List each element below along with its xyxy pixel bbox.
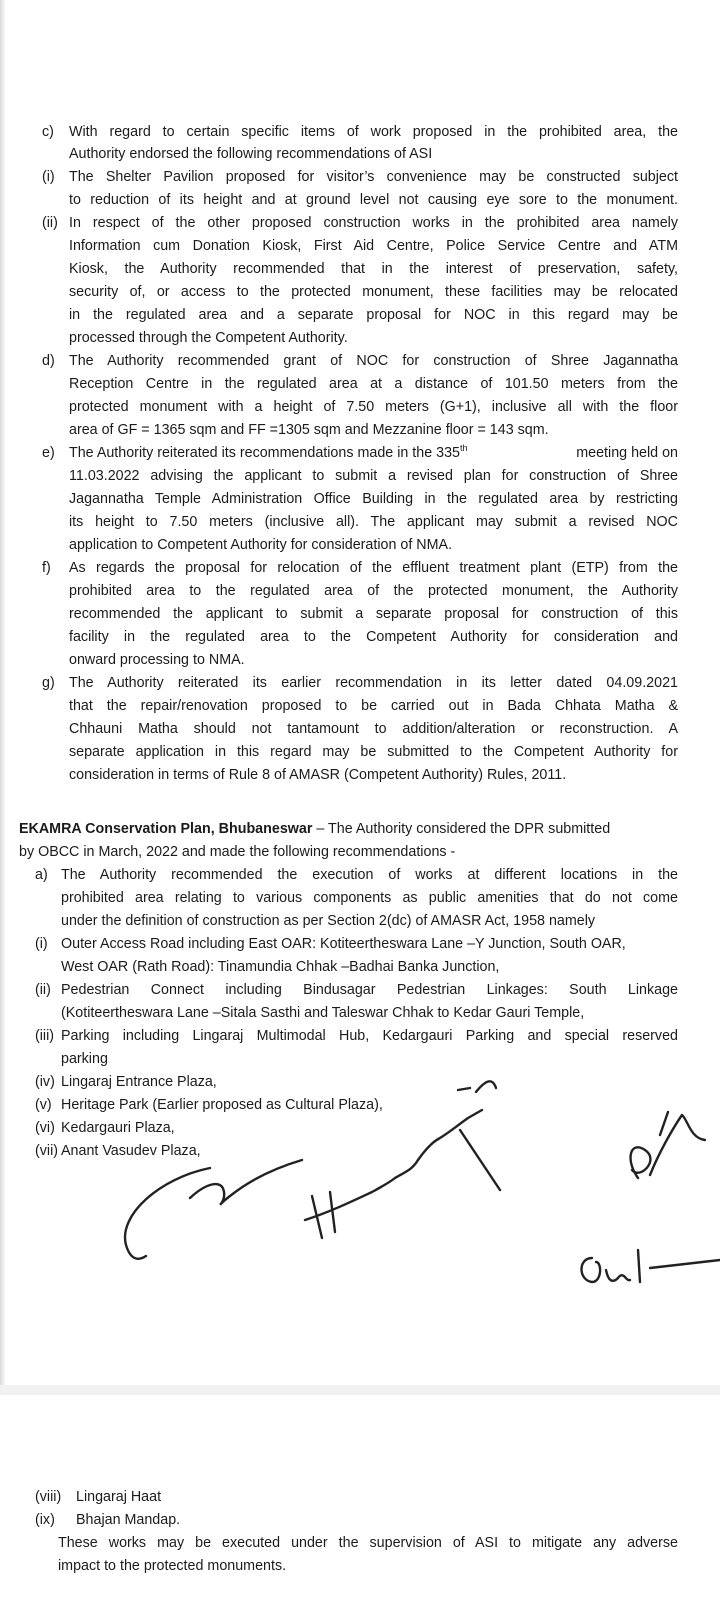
signature-3 [631, 1112, 705, 1178]
text-segment: The Authority reiterated its recommendations made in the 335 [69, 445, 460, 461]
text-line: parking [61, 1051, 108, 1067]
text-line: that the repair/renovation proposed to be carried out in Bada Chhata Matha & [69, 698, 678, 714]
text-line: under the definition of construction as per Section 2(dc) of AMASR Act, 1958 namely [61, 913, 596, 929]
text-line: security of, or access to the protected monument, these facilities may be relocated [69, 284, 678, 300]
text-line: (Kotiteertheswara Lane –Sitala Sasthi and Taleswar Chhak to Kedar Gauri Temple, [61, 1005, 585, 1021]
text-line: impact to the protected monuments. [58, 1558, 287, 1574]
text-line: consideration in terms of Rule 8 of AMASR (Competent Authority) Rules, 2011. [69, 767, 567, 783]
text-line: processed through the Competent Authority. [69, 330, 348, 346]
text-line: Chhauni Matha should not tantamount to addition/alteration or reconstruction. A [69, 721, 678, 737]
heading-bold: EKAMRA Conservation Plan, Bhubaneswar [19, 821, 313, 837]
text-line: With regard to certain specific items of work proposed in the prohibited area, the [69, 124, 678, 140]
text-line: Bhajan Mandap. [76, 1512, 181, 1528]
item-label: c) [42, 124, 54, 140]
text-line: 11.03.2022 advising the applicant to submit a revised plan for construction of Shree [69, 468, 678, 484]
text-line: Information cum Donation Kiosk, First Aid Centre, Police Service Centre and ATM [69, 238, 678, 254]
text-line: prohibited area to the regulated area of the protected monument, the Authority [69, 583, 678, 599]
page-separator [0, 1385, 720, 1395]
item-label: g) [42, 675, 55, 691]
item-label: (iv) [35, 1074, 55, 1090]
item-label: e) [42, 445, 55, 461]
text-line: These works may be executed under the supervision of ASI to mitigate any adverse [58, 1535, 678, 1551]
text-line: recommended the applicant to submit a separate proposal for construction of this [69, 606, 678, 622]
text-line: prohibited area relating to various components as public amenities that do not come [61, 890, 678, 906]
text-line: Pedestrian Connect including Bindusagar Pedestrian Linkages: South Linkage [61, 982, 678, 998]
text-line: The Shelter Pavilion proposed for visitor’s convenience may be constructed subject [69, 169, 678, 185]
text-line: Parking including Lingaraj Multimodal Hub, Kedargauri Parking and special reserved [61, 1028, 678, 1044]
text-line: Jagannatha Temple Administration Office Building in the regulated area by restricting [69, 491, 678, 507]
item-label: (i) [35, 936, 48, 952]
text-line: The Authority reiterated its earlier recommendation in its letter dated 04.09.2021 [69, 675, 678, 691]
document-page-2 [0, 1395, 720, 1600]
item-label: (ii) [35, 982, 51, 998]
text-line: The Authority recommended grant of NOC for construction of Shree Jagannatha [69, 353, 678, 369]
text-segment: meeting held on [576, 445, 678, 461]
text-line: Lingaraj Haat [76, 1489, 162, 1505]
item-label: (vi) [35, 1120, 55, 1136]
text-line: Heritage Park (Earlier proposed as Cultural Plaza), [61, 1097, 383, 1113]
heading-rest: – The Authority considered the DPR submitted [312, 821, 611, 837]
signature-2 [305, 1081, 500, 1238]
text-line: Authority endorsed the following recommendations of ASI [69, 146, 433, 162]
text-line: Reception Centre in the regulated area at a distance of 101.50 meters from the [69, 376, 678, 392]
text-line: its height to 7.50 meters (inclusive all). The applicant may submit a revised NOC [69, 514, 678, 530]
text-line: area of GF = 1365 sqm and FF =1305 sqm and Mezzanine floor = 143 sqm. [69, 422, 549, 438]
text-line: Kiosk, the Authority recommended that in the interest of preservation, safety, [69, 261, 678, 277]
text-line: by OBCC in March, 2022 and made the following recommendations - [19, 844, 456, 860]
text-line: The Authority recommended the execution of works at different locations in the [61, 867, 678, 883]
item-label: (viii) [35, 1489, 62, 1505]
signature-4 [582, 1250, 720, 1282]
item-label: (ix) [35, 1512, 55, 1528]
signature-1 [125, 1160, 302, 1259]
text-line: Outer Access Road including East OAR: Kotiteertheswara Lane –Y Junction, South OAR, [61, 936, 626, 952]
text-line: protected monument with a height of 7.50 meters (G+1), inclusive all with the floor [69, 399, 678, 415]
item-label: (iii) [35, 1028, 55, 1044]
text-line: As regards the proposal for relocation of the effluent treatment plant (ETP) from the [69, 560, 678, 576]
text-line: West OAR (Rath Road): Tinamundia Chhak –Badhai Banka Junction, [61, 959, 500, 975]
text-line: facility in the regulated area to the Competent Authority for consideration and [69, 629, 678, 645]
text-line: onward processing to NMA. [69, 652, 245, 668]
item-label: (i) [42, 169, 55, 185]
text-line: Anant Vasudev Plaza, [61, 1143, 201, 1159]
item-label: a) [35, 867, 48, 883]
item-label: f) [42, 560, 51, 576]
item-label: (ii) [42, 215, 58, 231]
text-line: to reduction of its height and at ground level not causing eye sore to the monument. [69, 192, 678, 208]
text-line: in the regulated area and a separate proposal for NOC in this regard may be [69, 307, 678, 323]
item-label: d) [42, 353, 55, 369]
text-line: Kedargauri Plaza, [61, 1120, 175, 1136]
item-label: (vii) [35, 1143, 59, 1159]
text-line: separate application in this regard may be submitted to the Competent Authority for [69, 744, 678, 760]
superscript: th [460, 443, 468, 454]
text-line: application to Competent Authority for consideration of NMA. [69, 537, 453, 553]
item-label: (v) [35, 1097, 52, 1113]
text-line: In respect of the other proposed construction works in the prohibited area namely [69, 215, 678, 231]
text-line: Lingaraj Entrance Plaza, [61, 1074, 217, 1090]
